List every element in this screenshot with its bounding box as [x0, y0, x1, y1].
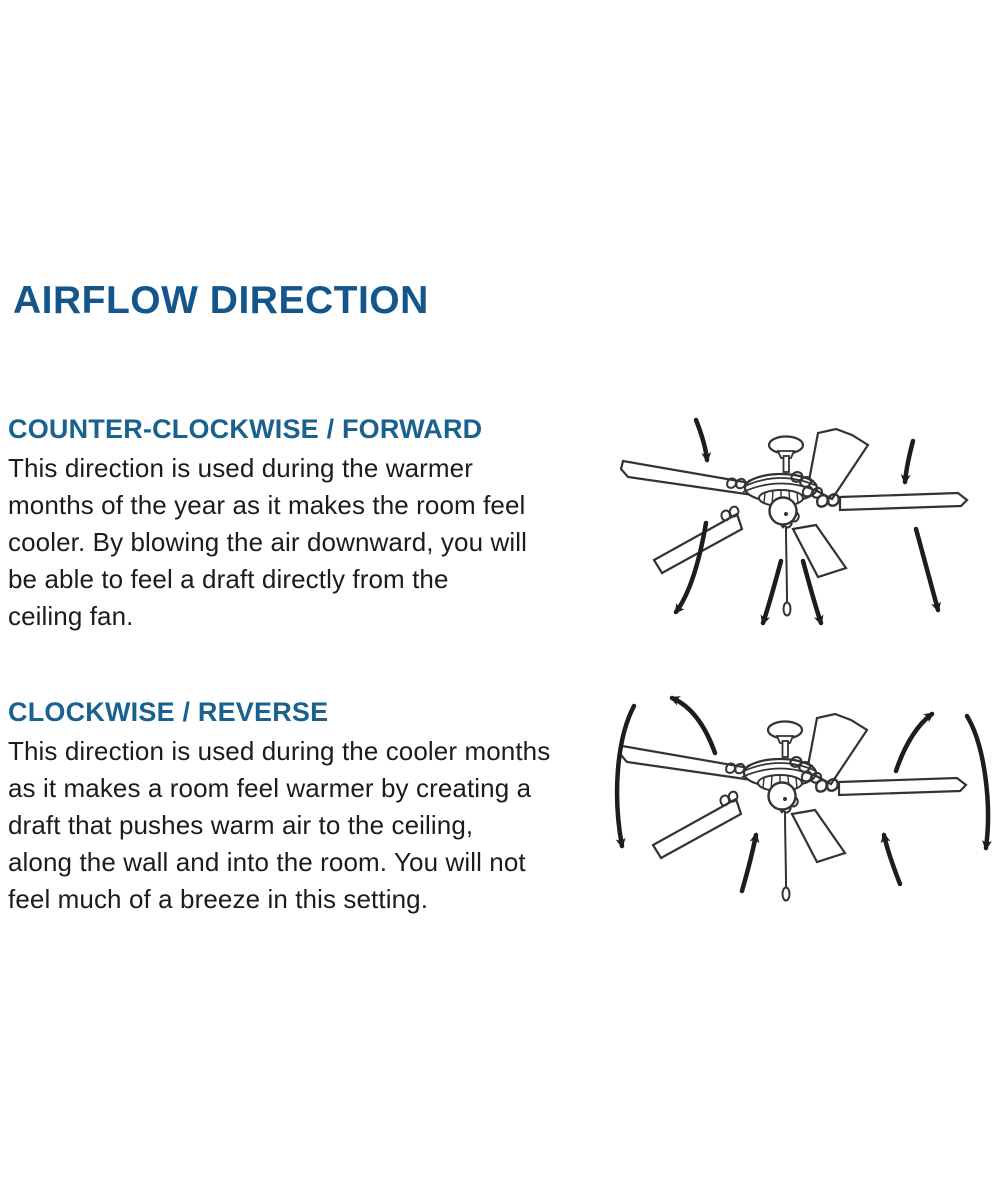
- body-line: This direction is used during the cooler months: [8, 736, 551, 766]
- ceiling-fan-downward-airflow-illustration: [590, 398, 1000, 663]
- downward-airflow-arrows: [676, 420, 938, 623]
- airflow-down-arrow: [763, 561, 781, 623]
- airflow-up-arrow: [672, 698, 715, 753]
- airflow-down-arrow: [916, 529, 938, 610]
- airflow-wall-down-arrow: [617, 706, 634, 846]
- upward-airflow-arrows: [617, 698, 988, 891]
- body-line: cooler. By blowing the air downward, you will: [8, 527, 527, 557]
- airflow-down-arrow: [905, 441, 913, 482]
- body-line: feel much of a breeze in this setting.: [8, 884, 429, 914]
- airflow-down-arrow: [696, 420, 707, 460]
- clockwise-heading: CLOCKWISE / REVERSE: [8, 697, 329, 727]
- section-clockwise-reverse: [8, 696, 608, 918]
- counter-clockwise-body: [8, 450, 608, 635]
- ceiling-fan-upward-airflow-illustration: [588, 680, 1000, 950]
- body-line: This direction is used during the warmer: [8, 453, 473, 483]
- body-line: along the wall and into the room. You will not: [8, 847, 526, 877]
- ceiling-fan-drawing: [621, 429, 967, 616]
- body-line: ceiling fan.: [8, 601, 134, 631]
- body-line: months of the year as it makes the room feel: [8, 490, 526, 520]
- airflow-wall-down-arrow: [967, 716, 988, 848]
- body-line: draft that pushes warm air to the ceiling,: [8, 810, 474, 840]
- counter-clockwise-heading: COUNTER-CLOCKWISE / FORWARD: [8, 414, 483, 444]
- airflow-up-arrow: [884, 835, 900, 884]
- page-title: AIRFLOW DIRECTION: [13, 279, 429, 322]
- body-line: as it makes a room feel warmer by creating a: [8, 773, 532, 803]
- clockwise-body: [8, 733, 608, 918]
- section-counter-clockwise-forward: [8, 413, 608, 635]
- body-line: be able to feel a draft directly from the: [8, 564, 449, 594]
- ceiling-fan-drawing: [620, 714, 966, 901]
- airflow-down-arrow: [676, 523, 706, 612]
- airflow-up-arrow: [742, 835, 756, 891]
- airflow-up-arrow: [896, 714, 932, 771]
